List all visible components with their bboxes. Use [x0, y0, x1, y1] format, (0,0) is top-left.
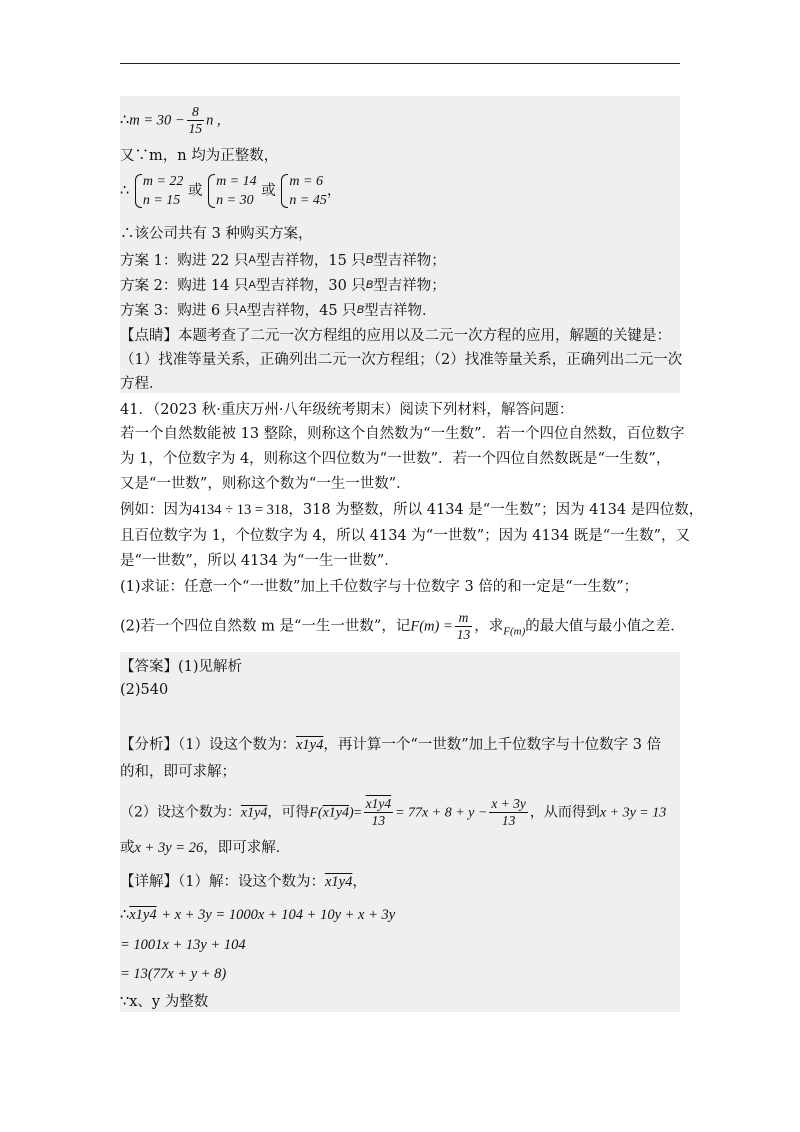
solution-shade-top	[120, 96, 683, 393]
analysis-line: 的和，即可求解；	[120, 764, 236, 780]
fraction-x3y-13	[489, 796, 528, 829]
or-word: 或	[188, 183, 203, 199]
system-row: n = 15	[142, 193, 181, 208]
analysis-line	[120, 838, 290, 858]
overline-number: x1y4	[324, 874, 353, 890]
text-part: 例如：因为	[120, 502, 193, 518]
function-f-small: F(m)	[503, 625, 526, 638]
fraction-denominator: 13	[501, 813, 516, 828]
text-line: ∴该公司共有 3 种购买方案，	[120, 226, 313, 242]
division-expression: 4134 ÷ 13 = 318	[192, 502, 289, 518]
text-part: 方案 2：购进 14 只	[120, 278, 249, 294]
text-part: ，	[352, 874, 367, 890]
text-part: 【详解】（1）解：设这个数为：	[120, 874, 325, 890]
system-1	[134, 172, 184, 210]
fraction-denominator: 13	[456, 627, 471, 642]
comment-line: （1）找准等量关系，正确列出二元一次方程组；（2）找准等量关系，正确列出二元一次	[120, 352, 683, 368]
letter-a: A	[248, 279, 256, 291]
fraction-numerator: x + 3y	[491, 796, 526, 811]
fraction-x1y4-13	[364, 796, 393, 829]
comment-line: 【点睛】本题考查了二元一次方程组的应用以及二元一次方程的应用，解题的关键是：	[120, 328, 671, 344]
system-row: n = 30	[216, 193, 254, 208]
fraction-numerator: 8	[187, 104, 205, 121]
solution-systems	[120, 172, 341, 210]
system-3	[280, 172, 326, 210]
solution-shade-bottom	[120, 652, 680, 1012]
function-f: F(m) =	[410, 618, 453, 635]
system-row: m = 6	[289, 174, 323, 189]
system-row: n = 45	[289, 193, 327, 208]
equation: x + 3y = 13	[599, 805, 667, 821]
answer-line: (2)540	[120, 682, 169, 698]
letter-b: B	[365, 279, 374, 291]
detail-line	[120, 905, 395, 925]
text-line: 又∵m，n 均为正整数，	[120, 148, 279, 164]
question-text: 又是“一世数”，则称这个数为“一生一世数”．	[120, 476, 411, 492]
fraction-denominator: 13	[371, 813, 386, 828]
detail-line: = 1001x + 13y + 104	[120, 937, 246, 953]
text-part: 的最大值与最小值之差．	[525, 618, 685, 635]
analysis-line	[120, 735, 661, 755]
text-part: ，从而得到	[529, 804, 600, 821]
text-part: 【分析】（1）设这个数为：	[120, 737, 296, 753]
system-row: m = 22	[142, 174, 184, 189]
text-part: ，可得	[267, 804, 310, 821]
question-text: 若一个自然数能被 13 整除，则称这个自然数为“一生数”．若一个四位自然数，百位数字	[120, 426, 685, 442]
letter-a: A	[239, 304, 247, 316]
plan-2	[120, 275, 446, 296]
system-2	[207, 172, 257, 210]
therefore-symbol: ∴	[120, 907, 130, 923]
text-part: 方案 3：购进 6 只	[120, 303, 240, 319]
text-part: ，即可求解．	[203, 840, 291, 856]
equation-suffix: n ,	[206, 112, 221, 129]
detail-line: ∵x、y 为整数	[120, 994, 209, 1010]
therefore-symbol: ∴	[120, 183, 130, 199]
expression: + x + 3y = 1000x + 104 + 10y + x + 3y	[161, 907, 396, 923]
fraction-m-13	[455, 610, 473, 643]
header-rule	[120, 63, 680, 64]
detail-line	[120, 872, 367, 892]
function-f: F	[309, 805, 318, 821]
fraction-numerator: x1y4	[365, 796, 392, 811]
text-part: ，求	[474, 618, 504, 635]
answer-line: 【答案】(1)见解析	[120, 659, 243, 675]
comment-line: 方程．	[120, 376, 164, 392]
letter-b: B	[356, 304, 365, 316]
overline-number: x1y4	[322, 805, 350, 821]
overline-number: x1y4	[240, 805, 268, 821]
text-part: (2)若一个四位自然数 m 是“一生一世数”，记	[120, 618, 411, 635]
plan-1	[120, 250, 446, 271]
text-part: 型吉祥物；	[373, 253, 446, 269]
question-part-2	[120, 610, 685, 643]
fraction-8-15	[187, 104, 205, 137]
plan-3	[120, 300, 437, 321]
text-part: ，再计算一个“一世数”加上千位数字与十位数字 3 倍	[323, 737, 662, 753]
system-row: m = 14	[216, 174, 257, 189]
question-example	[120, 500, 703, 520]
text-part: （2）设这个数为：	[120, 804, 241, 821]
fraction-denominator: 15	[188, 121, 203, 136]
equation-m	[120, 104, 221, 137]
question-text: 是“一世数”，所以 4134 为“一生一世数”．	[120, 553, 399, 569]
comma: ，	[326, 183, 342, 199]
text-part: 型吉祥物，15 只	[255, 253, 366, 269]
therefore-symbol: ∴	[120, 112, 130, 129]
overline-number: x1y4	[295, 737, 324, 753]
equation: x + 3y = 26	[134, 840, 204, 856]
text-part: 型吉祥物．	[364, 303, 437, 319]
letter-a: A	[248, 254, 256, 266]
question-text: 且百位数字为 1，个位数字为 4，所以 4134 为“一世数”；因为 4134 既是“一生数”，又	[120, 528, 691, 544]
text-part: 或	[120, 840, 135, 856]
equals-sign: =	[353, 805, 362, 821]
text-part: ，318 为整数，所以 4134 是“一生数”；因为 4134 是四位数，	[288, 502, 704, 518]
detail-line: = 13(77x + y + 8)	[120, 966, 227, 982]
overline-number: x1y4	[129, 907, 157, 923]
text-part: 型吉祥物，45 只	[246, 303, 357, 319]
analysis-formula: （2）设这个数为：x1y4，可得F(x1y4)= $\frac{x1y4}{13}$ = 77x + 8 + y − $\frac{x + 3y}{13}$ ，从而得到x + 3y = 13	[120, 796, 667, 828]
expression: = 77x + 8 + y −	[395, 805, 488, 821]
text-part: 方案 1：购进 22 只	[120, 253, 249, 269]
or-word: 或	[261, 183, 276, 199]
question-header: 41．（2023 秋·重庆万州·八年级统考期末）阅读下列材料，解答问题：	[120, 402, 574, 418]
letter-b: B	[365, 254, 374, 266]
text-part: 型吉祥物；	[373, 278, 446, 294]
fraction-numerator: m	[455, 610, 473, 627]
question-part-1: (1)求证：任意一个“一世数”加上千位数字与十位数字 3 倍的和一定是“一生数”；	[120, 579, 639, 595]
question-text: 为 1，个位数字为 4，则称这个四位数为“一世数”．若一个四位自然数既是“一生数”，	[120, 451, 671, 467]
text-part: 型吉祥物，30 只	[255, 278, 366, 294]
equation-lhs: m = 30 −	[129, 112, 185, 129]
